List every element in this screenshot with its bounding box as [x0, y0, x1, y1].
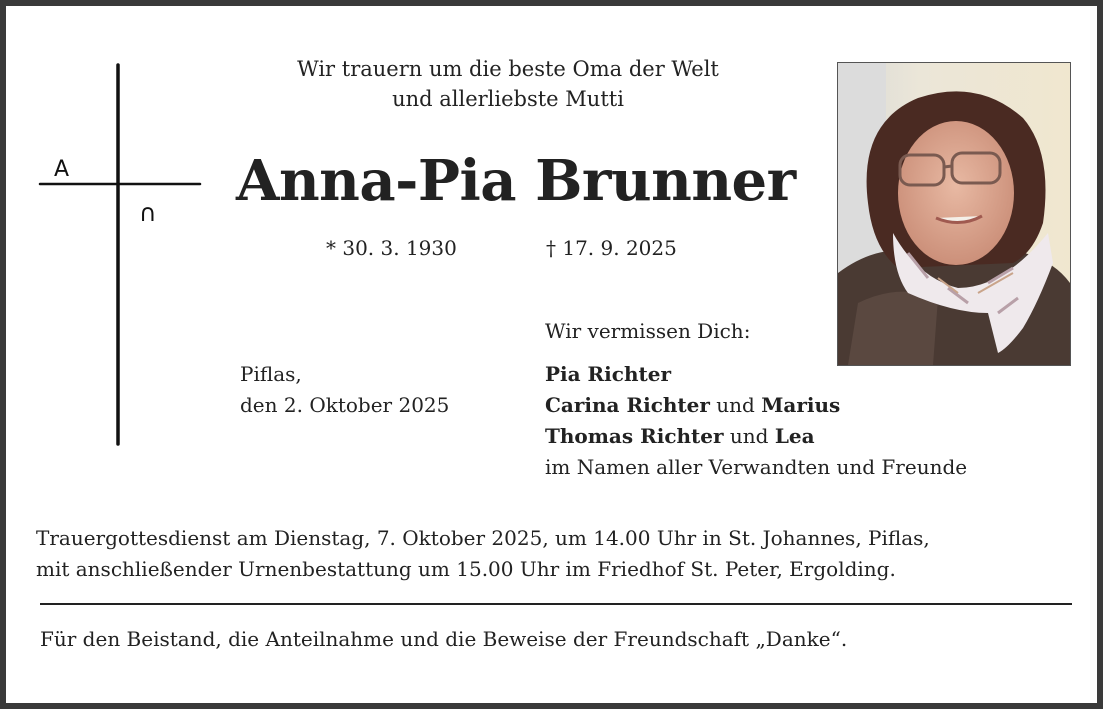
- mourner-line-2: [545, 390, 967, 421]
- portrait-image: [838, 63, 1070, 365]
- intro-line-2: und allerliebste Mutti: [392, 87, 624, 111]
- portrait-photo: [837, 62, 1071, 366]
- service-line-2: mit anschließender Urnenbestattung um 15.00 Uhr im Friedhof St. Peter, Ergolding.: [36, 557, 896, 581]
- deceased-name: Anna-Pia Brunner: [236, 148, 796, 214]
- service-line-1: Trauergottesdienst am Dienstag, 7. Oktober 2025, um 14.00 Uhr in St. Johannes, Piflas,: [36, 526, 930, 550]
- mourners-list: [545, 359, 967, 483]
- mourners-heading: Wir vermissen Dich:: [545, 319, 751, 343]
- intro-line-1: Wir trauern um die beste Oma der Welt: [297, 57, 719, 81]
- alpha-symbol: A: [54, 157, 70, 182]
- cross-icon: [30, 60, 210, 452]
- birth-date: * 30. 3. 1930: [326, 236, 457, 260]
- thanks-text: Für den Beistand, die Anteilnahme und die Beweise der Freundschaft „Danke“.: [40, 627, 848, 651]
- service-info: [36, 523, 930, 585]
- mourner-name: Pia Richter: [545, 362, 671, 386]
- connector: und: [716, 393, 755, 417]
- mourner-name: Carina Richter: [545, 393, 710, 417]
- death-date: † 17. 9. 2025: [546, 236, 677, 260]
- omega-symbol: ∩: [139, 199, 157, 227]
- mourner-line-4: im Namen aller Verwandten und Freunde: [545, 455, 968, 479]
- connector: und: [729, 424, 769, 448]
- mourner-line-3: [545, 421, 967, 452]
- place: Piflas,: [240, 362, 302, 386]
- mourner-name: Marius: [761, 393, 841, 417]
- divider: [40, 603, 1072, 605]
- mourner-name: Thomas Richter: [545, 424, 724, 448]
- date: den 2. Oktober 2025: [240, 393, 450, 417]
- intro-text: [240, 54, 776, 114]
- mourner-name: Lea: [774, 424, 815, 448]
- place-date: [240, 359, 449, 421]
